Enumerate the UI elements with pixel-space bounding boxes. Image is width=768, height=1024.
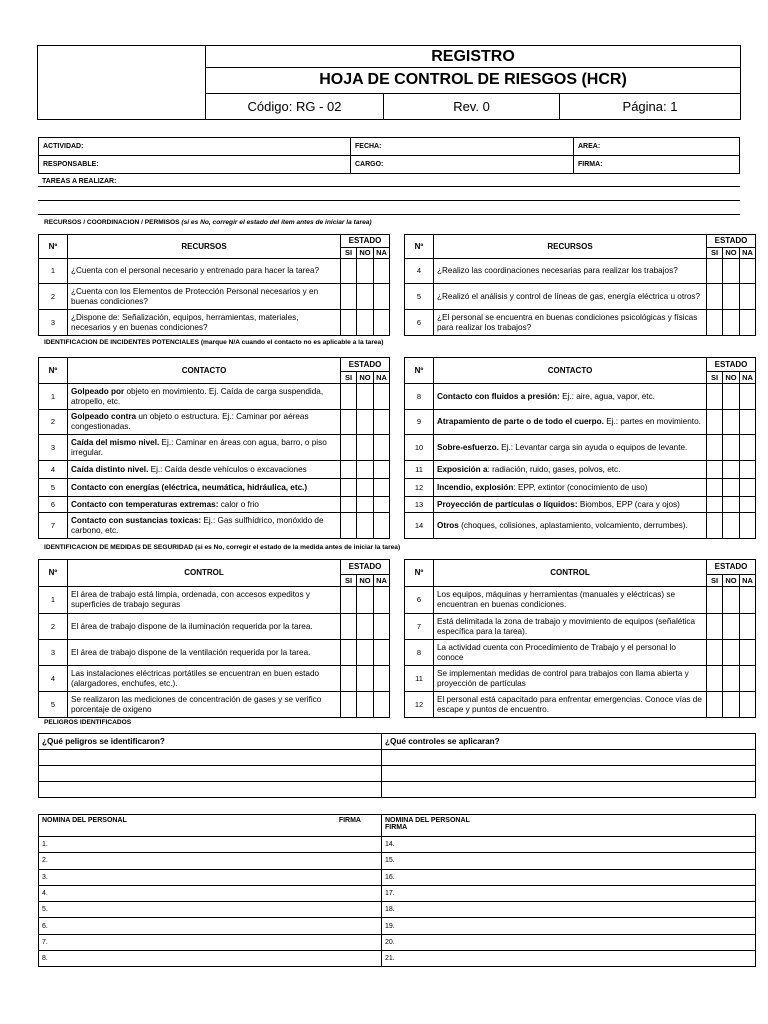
check-si[interactable]	[341, 640, 357, 666]
check-na[interactable]	[740, 310, 756, 336]
col-si: SI	[707, 372, 723, 384]
table-row: 5 Contacto con energías (eléctrica, neumática, hidráulica, etc.)	[39, 479, 390, 497]
col-na: NA	[374, 575, 390, 587]
control-table-right	[404, 559, 756, 718]
col-no: NO	[357, 575, 374, 587]
check-no[interactable]	[357, 513, 374, 539]
table-row: 7 Está delimitada la zona de trabajo y movimiento de equipos (señalética específica para la tarea).	[405, 614, 756, 640]
control-table-left	[38, 559, 390, 718]
document-header	[37, 45, 741, 120]
check-no[interactable]	[723, 479, 740, 497]
table-row: 1 El área de trabajo está limpia, ordenada, con accesos expeditos y superficies de trabajo seguras	[39, 587, 390, 614]
check-si[interactable]	[341, 479, 357, 497]
header-pagina: Página: 1	[560, 93, 741, 119]
table-row: 6 Contacto con temperaturas extremas: calor o frio	[39, 497, 390, 513]
tareas-line-2[interactable]	[38, 200, 740, 201]
col-na: NA	[374, 248, 390, 259]
recursos-section-title: RECURSOS / COORDINACION / PERMISOS (si es No, corregir el estado del ítem antes de iniciar la tarea)	[44, 219, 372, 226]
table-row: 3 El área de trabajo dispone de la ventilación requerida por la tarea.	[39, 640, 390, 666]
check-si[interactable]	[707, 513, 723, 539]
col-num: Nº	[405, 560, 434, 587]
check-si[interactable]	[707, 410, 723, 435]
check-si[interactable]	[707, 435, 723, 461]
col-estado: ESTADO	[707, 235, 756, 248]
table-row: 5 Se realizaron las mediciones de concentración de gases y se verifico porcentaje de oxigeno	[39, 692, 390, 718]
check-na[interactable]	[740, 666, 756, 692]
table-row: 1 ¿Cuenta con el personal necesario y entrenado para hacer la tarea?	[39, 259, 390, 284]
firma-field[interactable]: FIRMA:	[574, 156, 740, 174]
table-row: 12 El personal está capacitado para enfrentar emergencias. Conoce vías de escape y puntos de encuentro.	[405, 692, 756, 718]
fecha-field[interactable]: FECHA:	[351, 138, 574, 156]
check-si[interactable]	[707, 479, 723, 497]
table-row: 13 Proyección de partículas o líquidos: Biombos, EPP (cara y ojos)	[405, 497, 756, 513]
col-num: Nº	[405, 358, 434, 384]
actividad-field[interactable]: ACTIVIDAD:	[39, 138, 351, 156]
header-title-registro: REGISTRO	[206, 46, 741, 68]
col-contacto: CONTACTO	[68, 358, 341, 384]
check-si[interactable]	[341, 692, 357, 718]
tareas-label: TAREAS A REALIZAR:	[42, 178, 117, 185]
check-na[interactable]	[740, 692, 756, 718]
check-na[interactable]	[740, 410, 756, 435]
check-no[interactable]	[723, 284, 740, 310]
check-si[interactable]	[707, 640, 723, 666]
check-na[interactable]	[740, 435, 756, 461]
check-no[interactable]	[357, 259, 374, 284]
col-control: CONTROL	[68, 560, 341, 587]
check-na[interactable]	[740, 513, 756, 539]
nomina-header-right: NOMINA DEL PERSONAL FIRMA	[382, 815, 756, 837]
header-title-hcr: HOJA DE CONTROL DE RIESGOS (HCR)	[206, 68, 741, 93]
check-na[interactable]	[374, 614, 390, 640]
check-no[interactable]	[723, 666, 740, 692]
table-row: 6. 19.	[39, 918, 756, 934]
col-si: SI	[341, 575, 357, 587]
col-na: NA	[740, 575, 756, 587]
check-no[interactable]	[723, 692, 740, 718]
peligros-question: ¿Qué peligros se identificaron?	[39, 734, 382, 750]
table-row: 1 Golpeado por objeto en movimiento. Ej. Caída de carga suspendida, atropello, etc.	[39, 384, 390, 410]
check-na[interactable]	[374, 666, 390, 692]
tareas-line-1[interactable]	[38, 186, 740, 187]
check-na[interactable]	[374, 587, 390, 614]
col-na: NA	[374, 372, 390, 384]
peligros-section-title: PELIGROS IDENTIFICADOS	[44, 719, 132, 726]
col-no: NO	[357, 248, 374, 259]
check-si[interactable]	[707, 587, 723, 614]
table-row: 2. 15.	[39, 853, 756, 869]
col-si: SI	[341, 372, 357, 384]
controles-answer-field[interactable]	[382, 766, 756, 782]
table-row: 12 Incendio, explosión: EPP, extintor (conocimiento de uso)	[405, 479, 756, 497]
check-no[interactable]	[723, 587, 740, 614]
check-na[interactable]	[374, 513, 390, 539]
contacto-table-left	[38, 357, 390, 539]
table-row: 5. 18.	[39, 902, 756, 918]
table-row: 2 ¿Cuenta con los Elementos de Protección Personal necesarios y en buenas condiciones?	[39, 284, 390, 310]
check-si[interactable]	[341, 384, 357, 410]
check-no[interactable]	[723, 310, 740, 336]
cargo-field[interactable]: CARGO:	[351, 156, 574, 174]
table-row: 3 Caída del mismo nivel. Ej.: Caminar en áreas con agua, barro, o piso irregular.	[39, 435, 390, 461]
table-row: 2 El área de trabajo dispone de la iluminación requerida por la tarea.	[39, 614, 390, 640]
nomina-table	[38, 814, 756, 967]
check-na[interactable]	[740, 461, 756, 479]
check-si[interactable]	[707, 284, 723, 310]
check-na[interactable]	[374, 310, 390, 336]
check-no[interactable]	[723, 435, 740, 461]
check-si[interactable]	[707, 461, 723, 479]
table-row: 8 Contacto con fluidos a presión: Ej.: aire, agua, vapor, etc.	[405, 384, 756, 410]
check-no[interactable]	[723, 410, 740, 435]
check-si[interactable]	[707, 384, 723, 410]
control-section-title: IDENTIFICACION DE MEDIDAS DE SEGURIDAD (si es No, corregir el estado de la medida antes de iniciar la tarea)	[44, 544, 401, 551]
recursos-table-right	[404, 234, 756, 336]
col-no: NO	[723, 372, 740, 384]
contacto-table-right	[404, 357, 756, 539]
info-table	[38, 137, 740, 174]
check-no[interactable]	[357, 284, 374, 310]
check-si[interactable]	[341, 435, 357, 461]
col-na: NA	[740, 372, 756, 384]
check-no[interactable]	[357, 640, 374, 666]
check-si[interactable]	[341, 587, 357, 614]
col-no: NO	[723, 575, 740, 587]
check-na[interactable]	[374, 479, 390, 497]
check-no[interactable]	[357, 384, 374, 410]
check-no[interactable]	[723, 640, 740, 666]
controles-answer-field[interactable]	[382, 782, 756, 798]
check-no[interactable]	[723, 513, 740, 539]
check-na[interactable]	[740, 479, 756, 497]
table-row: 8 La actividad cuenta con Procedimiento de Trabajo y el personal lo conoce	[405, 640, 756, 666]
table-row: 6 ¿El personal se encuentra en buenas condiciones psicológicas y físicas para realizar los trabajos?	[405, 310, 756, 336]
check-si[interactable]	[341, 310, 357, 336]
check-no[interactable]	[357, 479, 374, 497]
check-no[interactable]	[357, 666, 374, 692]
recursos-table-left	[38, 234, 390, 336]
col-num: Nº	[39, 560, 68, 587]
check-na[interactable]	[374, 435, 390, 461]
col-estado: ESTADO	[707, 560, 756, 575]
check-na[interactable]	[740, 384, 756, 410]
check-na[interactable]	[374, 497, 390, 513]
peligros-answer-field[interactable]	[39, 766, 382, 782]
check-no[interactable]	[357, 461, 374, 479]
check-si[interactable]	[341, 666, 357, 692]
table-row: 14 Otros (choques, colisiones, aplastamiento, volcamiento, derrumbes).	[405, 513, 756, 539]
check-si[interactable]	[707, 614, 723, 640]
check-na[interactable]	[740, 614, 756, 640]
table-row: 3. 16.	[39, 869, 756, 885]
tareas-line-3[interactable]	[38, 214, 740, 215]
check-si[interactable]	[341, 497, 357, 513]
contacto-section-title: IDENTIFICACION DE INCIDENTES POTENCIALES (marque N/A cuando el contacto no es aplicable a la tarea)	[44, 339, 384, 346]
table-row: 3 ¿Dispone de: Señalización, equipos, herramientas, materiales, necesarios y en buenas condiciones?	[39, 310, 390, 336]
firma-header-left: FIRMA	[338, 817, 361, 824]
check-no[interactable]	[357, 614, 374, 640]
check-na[interactable]	[740, 497, 756, 513]
col-num: Nº	[405, 235, 434, 259]
check-na[interactable]	[374, 384, 390, 410]
col-no: NO	[357, 372, 374, 384]
check-na[interactable]	[740, 640, 756, 666]
col-estado: ESTADO	[341, 235, 390, 248]
check-na[interactable]	[374, 640, 390, 666]
col-estado: ESTADO	[707, 358, 756, 372]
check-no[interactable]	[357, 692, 374, 718]
check-si[interactable]	[341, 410, 357, 435]
check-na[interactable]	[374, 284, 390, 310]
controles-answer-field[interactable]	[382, 750, 756, 766]
col-no: NO	[723, 248, 740, 259]
check-na[interactable]	[374, 410, 390, 435]
col-recursos: RECURSOS	[68, 235, 341, 259]
check-na[interactable]	[374, 692, 390, 718]
col-num: Nº	[39, 235, 68, 259]
table-row: 5 ¿Realizó el análisis y control de líneas de gas, energía eléctrica u otros?	[405, 284, 756, 310]
col-si: SI	[707, 248, 723, 259]
col-num: Nº	[39, 358, 68, 384]
check-si[interactable]	[341, 614, 357, 640]
firma-header-right: FIRMA	[385, 824, 408, 831]
check-no[interactable]	[357, 435, 374, 461]
check-no[interactable]	[723, 461, 740, 479]
table-row: 8. 21.	[39, 951, 756, 967]
table-row: 4 Las instalaciones eléctricas portátiles se encuentran en buen estado (alargadores, enchufes, etc.).	[39, 666, 390, 692]
table-row: 7. 20.	[39, 934, 756, 950]
col-recursos: RECURSOS	[434, 235, 707, 259]
col-contacto: CONTACTO	[434, 358, 707, 384]
check-na[interactable]	[740, 587, 756, 614]
check-no[interactable]	[723, 384, 740, 410]
table-row: 1. 14.	[39, 837, 756, 853]
check-na[interactable]	[374, 461, 390, 479]
col-control: CONTROL	[434, 560, 707, 587]
nomina-header-left: NOMINA DEL PERSONAL FIRMA	[39, 815, 382, 837]
check-si[interactable]	[707, 259, 723, 284]
check-na[interactable]	[374, 259, 390, 284]
peligros-answer-field[interactable]	[39, 750, 382, 766]
check-no[interactable]	[723, 614, 740, 640]
check-na[interactable]	[740, 259, 756, 284]
table-row: 7 Contacto con sustancias toxicas: Ej.: Gas sulfhídrico, monóxido de carbono, etc.	[39, 513, 390, 539]
col-estado: ESTADO	[341, 560, 390, 575]
check-no[interactable]	[357, 497, 374, 513]
check-si[interactable]	[341, 284, 357, 310]
table-row: 11 Se implementan medidas de control para trabajos con llama abierta y proyección de partículas	[405, 666, 756, 692]
responsable-field[interactable]: RESPONSABLE:	[39, 156, 351, 174]
check-na[interactable]	[740, 284, 756, 310]
check-no[interactable]	[723, 259, 740, 284]
table-row: 4. 17.	[39, 885, 756, 901]
peligros-answer-field[interactable]	[39, 782, 382, 798]
logo-cell	[38, 46, 206, 120]
col-na: NA	[740, 248, 756, 259]
check-si[interactable]	[341, 259, 357, 284]
table-row: 6 Los equipos, máquinas y herramientas (manuales y eléctricas) se encuentran en buenas condiciones.	[405, 587, 756, 614]
table-row: 4 Caída distinto nivel. Ej.: Caída desde vehículos o excavaciones	[39, 461, 390, 479]
col-estado: ESTADO	[341, 358, 390, 372]
controles-question: ¿Qué controles se aplicaran?	[382, 734, 756, 750]
check-si[interactable]	[707, 666, 723, 692]
table-row: 2 Golpeado contra un objeto o estructura. Ej.: Caminar por aéreas congestionadas.	[39, 410, 390, 435]
table-row: 11 Exposición a: radiación, ruido, gases, polvos, etc.	[405, 461, 756, 479]
col-si: SI	[341, 248, 357, 259]
col-si: SI	[707, 575, 723, 587]
check-no[interactable]	[357, 587, 374, 614]
header-codigo: Código: RG - 02	[206, 93, 384, 119]
check-no[interactable]	[723, 497, 740, 513]
check-si[interactable]	[707, 497, 723, 513]
check-si[interactable]	[341, 461, 357, 479]
check-si[interactable]	[707, 310, 723, 336]
check-no[interactable]	[357, 310, 374, 336]
table-row: 10 Sobre-esfuerzo. Ej.: Levantar carga sin ayuda o equipos de levante.	[405, 435, 756, 461]
area-field[interactable]: AREA:	[574, 138, 740, 156]
table-row: 4 ¿Realizo las coordinaciones necesarias para realizar los trabajos?	[405, 259, 756, 284]
check-si[interactable]	[707, 692, 723, 718]
check-si[interactable]	[341, 513, 357, 539]
check-no[interactable]	[357, 410, 374, 435]
header-revision: Rev. 0	[384, 93, 560, 119]
table-row: 9 Atrapamiento de parte o de todo el cuerpo. Ej.: partes en movimiento.	[405, 410, 756, 435]
peligros-table	[38, 733, 756, 798]
